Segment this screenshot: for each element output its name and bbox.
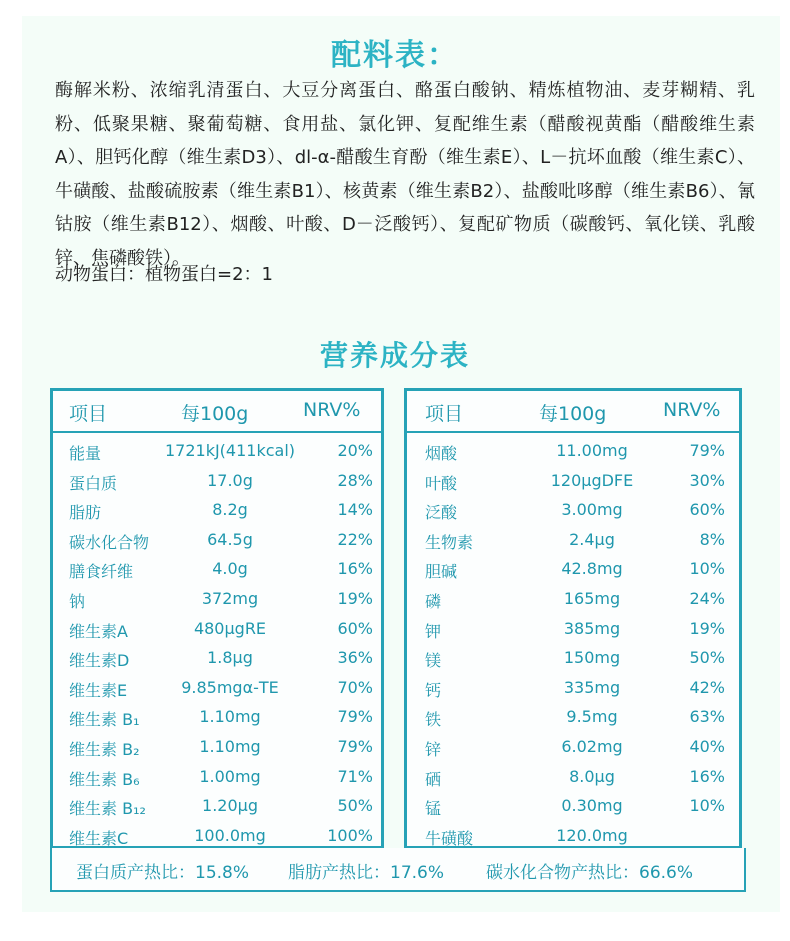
nutrient-name: 镁 <box>425 651 442 671</box>
nutrient-name: 叶酸 <box>425 473 458 493</box>
nutrient-name: 能量 <box>69 444 102 463</box>
nutrient-name: 钠 <box>69 592 86 611</box>
nutrient-nrv: 50% <box>337 796 373 816</box>
nutrient-amount: 1.10mg <box>199 707 261 727</box>
nutrient-amount: 9.5mg <box>566 707 618 727</box>
nutrient-amount: 4.0g <box>212 559 248 579</box>
nutrient-amount: 335mg <box>563 677 621 697</box>
nutrient-name: 钙 <box>425 680 442 700</box>
nutrient-amount: 372mg <box>201 589 259 608</box>
header-per100g: 每100g <box>181 403 249 425</box>
nutrient-amount: 8.2g <box>212 500 248 520</box>
nutrient-amount: 165mg <box>563 589 621 608</box>
ingredients-title: 配料表： <box>331 38 459 73</box>
header-nrv: NRV% <box>663 399 721 421</box>
header-item: 项目 <box>425 403 464 425</box>
nutrient-name: 牛磺酸 <box>425 828 474 848</box>
nutrient-nrv: 16% <box>337 559 373 579</box>
nutrient-name: 维生素 B₂ <box>69 740 140 759</box>
nutrient-nrv: 79% <box>337 707 373 727</box>
nutrient-nrv: 30% <box>689 470 725 490</box>
nutrient-nrv: 16% <box>689 766 725 786</box>
nutrient-name: 维生素C <box>69 828 129 848</box>
nutrient-nrv: 79% <box>689 441 725 460</box>
nutrient-name: 维生素 B₁₂ <box>69 799 146 819</box>
nutrient-nrv: 19% <box>689 618 725 638</box>
nutrient-nrv: 60% <box>337 618 373 638</box>
fat-energy-ratio: 脂肪产热比：17.6% <box>288 863 445 883</box>
table-header <box>53 391 381 433</box>
protein-ratio: 动物蛋白：植物蛋白=2：1 <box>55 264 273 285</box>
energy-ratio-footer <box>50 848 746 892</box>
nutrient-nrv: 24% <box>689 589 725 608</box>
nutrient-name: 脂肪 <box>69 503 102 523</box>
carb-energy-ratio: 碳水化合物产热比：66.6% <box>486 863 694 883</box>
nutrient-name: 烟酸 <box>425 444 458 463</box>
nutrient-name: 维生素 B₆ <box>69 769 140 789</box>
nutrient-nrv: 8% <box>699 529 725 549</box>
nutrient-name: 维生素 B₁ <box>69 710 140 730</box>
nutrient-nrv: 79% <box>337 737 373 756</box>
nutrient-name: 碳水化合物 <box>69 532 150 552</box>
table-row <box>53 644 381 673</box>
table-row <box>53 615 381 644</box>
nutrient-nrv: 22% <box>337 529 373 549</box>
table-row <box>53 763 381 792</box>
table-row <box>407 585 739 614</box>
nutrient-amount: 1.20μg <box>202 796 258 816</box>
nutrient-amount: 17.0g <box>207 470 253 490</box>
nutrient-amount: 64.5g <box>207 529 253 549</box>
nutrient-name: 磷 <box>425 592 442 611</box>
table-row <box>407 615 739 644</box>
nutrient-amount: 120.0mg <box>556 825 628 845</box>
nutrient-name: 膳食纤维 <box>69 562 134 582</box>
nutrient-nrv: 40% <box>689 737 725 756</box>
nutrient-name: 胆碱 <box>425 562 458 582</box>
table-row <box>53 555 381 584</box>
nutrient-amount: 1.10mg <box>199 737 261 756</box>
nutrient-nrv: 71% <box>337 766 373 786</box>
nutrient-name: 生物素 <box>425 532 474 552</box>
nutrient-nrv: 19% <box>337 589 373 608</box>
nutrient-amount: 3.00mg <box>561 500 623 520</box>
nutrient-name: 维生素A <box>69 621 128 641</box>
nutrient-nrv: 63% <box>689 707 725 727</box>
nutrition-table-right <box>404 388 742 849</box>
table-row <box>53 733 381 762</box>
nutrient-amount: 100.0mg <box>194 825 266 845</box>
nutrient-name: 蛋白质 <box>69 473 118 493</box>
nutrient-name: 泛酸 <box>425 503 458 523</box>
table-row <box>53 496 381 525</box>
nutrition-title: 营养成分表 <box>319 339 470 372</box>
nutrient-amount: 1.00mg <box>199 766 261 786</box>
nutrition-table-left <box>50 388 384 849</box>
nutrient-amount: 385mg <box>563 618 621 638</box>
nutrient-amount: 42.8mg <box>561 559 623 579</box>
table-row <box>407 467 739 496</box>
table-row <box>407 674 739 703</box>
table-row <box>53 437 381 466</box>
table-row <box>53 822 381 851</box>
nutrient-nrv: 20% <box>337 441 373 460</box>
table-row <box>407 733 739 762</box>
table-row <box>407 437 739 466</box>
nutrient-nrv: 14% <box>337 500 373 520</box>
nutrient-amount: 120μgDFE <box>550 470 634 490</box>
nutrient-name: 锌 <box>425 740 442 759</box>
nutrient-name: 维生素D <box>69 651 130 671</box>
nutrient-nrv: 100% <box>327 825 373 845</box>
nutrient-nrv: 10% <box>689 796 725 816</box>
protein-energy-ratio: 蛋白质产热比：15.8% <box>76 863 250 883</box>
nutrient-nrv: 70% <box>337 677 373 697</box>
table-row <box>407 555 739 584</box>
nutrient-nrv: 50% <box>689 648 725 668</box>
table-row <box>53 792 381 821</box>
header-nrv: NRV% <box>303 399 361 421</box>
nutrient-amount: 1721kJ(411kcal) <box>164 441 296 460</box>
table-row <box>53 467 381 496</box>
nutrient-name: 钾 <box>425 621 442 641</box>
nutrient-name: 铁 <box>425 710 442 730</box>
nutrient-nrv: 10% <box>689 559 725 579</box>
nutrient-name: 维生素E <box>69 680 128 700</box>
nutrient-amount: 11.00mg <box>556 441 628 460</box>
nutrient-amount: 1.8μg <box>207 648 253 668</box>
nutrient-amount: 0.30mg <box>561 796 623 816</box>
table-row <box>407 703 739 732</box>
nutrient-nrv: 60% <box>689 500 725 520</box>
table-row <box>407 526 739 555</box>
table-header <box>407 391 739 433</box>
ingredients-text: 酶解米粉、浓缩乳清蛋白、大豆分离蛋白、酪蛋白酸钠、精炼植物油、麦芽糊精、乳粉、低聚果糖、聚葡萄糖、食用盐、氯化钾、复配维生素（醋酸视黄酯（醋酸维生素A）、胆钙化醇（维生素D3）、dl-α-醋酸生育酚（维生素E）、L－抗坏血酸（维生素C）、牛磺酸、盐酸硫胺素（维生素B1）、核黄素（维生素B2）、盐酸吡哆醇（维生素B6）、氰钴胺（维生素B12）、烟酸、叶酸、D－泛酸钙）、复配矿物质（碳酸钙、氧化镁、乳酸锌、焦磷酸铁）。 <box>55 80 755 269</box>
nutrient-amount: 480μgRE <box>193 618 267 638</box>
table-row <box>407 763 739 792</box>
table-row <box>407 792 739 821</box>
table-row <box>407 822 739 851</box>
header-per100g: 每100g <box>539 403 607 425</box>
table-row <box>53 585 381 614</box>
nutrient-name: 锰 <box>425 799 442 819</box>
nutrient-name: 硒 <box>425 769 442 789</box>
nutrient-nrv: 36% <box>337 648 373 668</box>
nutrient-nrv: 42% <box>689 677 725 697</box>
table-row <box>53 674 381 703</box>
table-row <box>53 526 381 555</box>
nutrient-nrv: 28% <box>337 470 373 490</box>
nutrient-amount: 2.4μg <box>569 529 615 549</box>
table-row <box>407 496 739 525</box>
nutrient-amount: 150mg <box>563 648 621 668</box>
table-row <box>53 703 381 732</box>
nutrient-amount: 6.02mg <box>561 737 623 756</box>
nutrient-amount: 9.85mgα-TE <box>181 677 279 697</box>
nutrient-amount: 8.0μg <box>569 766 615 786</box>
header-item: 项目 <box>69 403 108 425</box>
table-row <box>407 644 739 673</box>
